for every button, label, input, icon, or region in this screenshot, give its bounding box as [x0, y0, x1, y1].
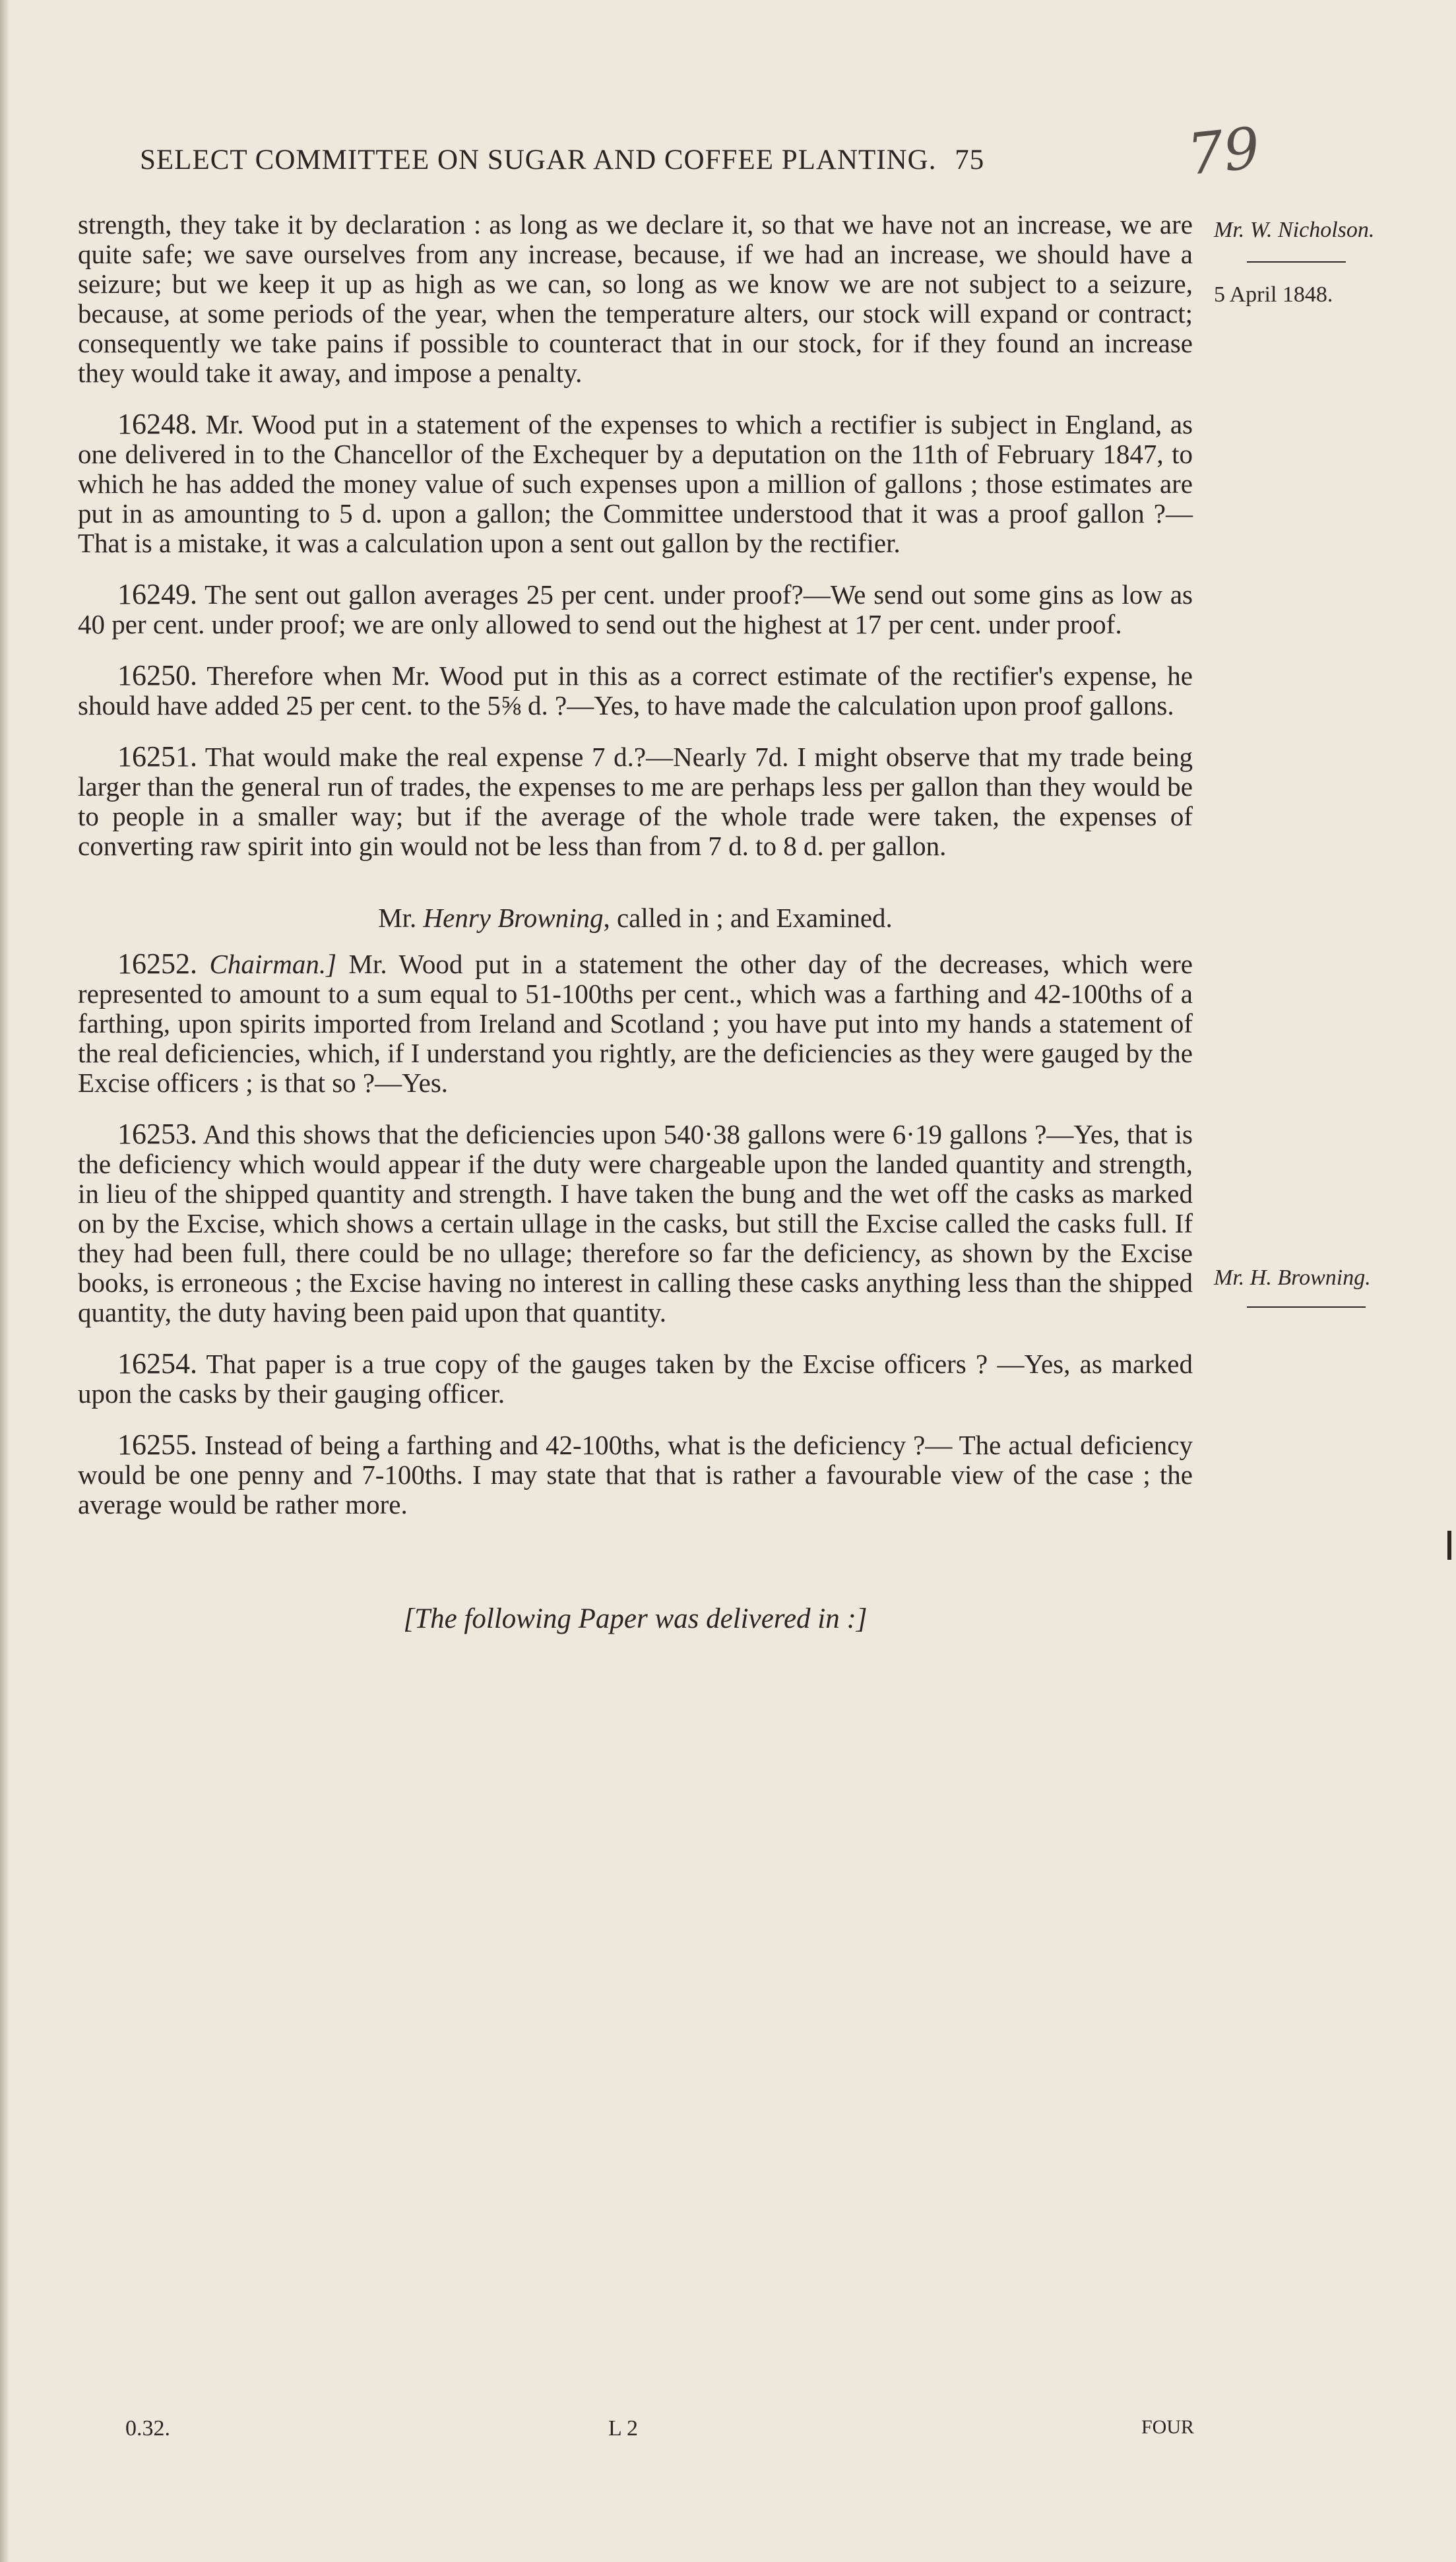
witness-heading-prefix: Mr. [378, 903, 424, 933]
question-16254 [78, 1349, 1193, 1409]
margin-rule-2 [1247, 1306, 1366, 1308]
question-number: 16255. [117, 1428, 197, 1461]
question-text: Mr. Wood put in a statement of the expenses to which a rectifier is subject in England, as one delivered in to the Chancellor of the Exchequer by a deputation on the 11th of February 1847, to which he has added the money value of such expenses upon a million of gallons ; those estimates are put in as amounting to 5 d. upon a gallon; the Committee understood that it was a proof gallon ?—That is a mistake, it was a calculation upon a sent out gallon by the rectifier. [78, 409, 1193, 558]
page-binding-shadow [0, 0, 9, 2562]
question-text: The sent out gallon averages 25 per cent. under proof?—We send out some gins as low as 40 per cent. under proof; we are only allowed to send out the highest at 17 per cent. under proof. [78, 579, 1193, 639]
margin-witness-browning: Mr. H. Browning. [1214, 1265, 1371, 1290]
margin-rule-1 [1247, 261, 1346, 263]
footer-sheet-mark: L 2 [608, 2416, 639, 2441]
paper-delivered-note: [The following Paper was delivered in :] [403, 1603, 868, 1634]
question-text: Therefore when Mr. Wood put in this as a correct estimate of the rectifier's expense, he should have added 25 per cent. to the 5⅝ d. ?—Yes, to have made the calculation upon proof gallons. [78, 660, 1193, 721]
footer-catchword: FOUR [1141, 2416, 1195, 2438]
running-header [140, 144, 1182, 176]
question-16252 [78, 949, 1193, 1098]
chairman-label: Chairman.] [209, 949, 337, 979]
stray-ink-mark [1447, 1531, 1451, 1560]
question-number: 16248. [117, 408, 197, 440]
page-number: 75 [955, 144, 985, 176]
question-16255 [78, 1430, 1193, 1520]
question-number: 16252. [117, 947, 197, 980]
question-number: 16254. [117, 1347, 197, 1380]
margin-date: 5 April 1848. [1214, 282, 1333, 307]
question-number: 16251. [117, 740, 197, 773]
evidence-text [78, 210, 1193, 1655]
witness-heading [78, 903, 1193, 933]
question-16251 [78, 742, 1193, 861]
handwritten-folio-number: 79 [1184, 115, 1263, 189]
question-text: Mr. Wood put in a statement the other day of the decreases, which were represented to amount to a sum equal to 51-100ths per cent., which was a farthing and 42-100ths of a farthing, upon spirits imported from Ireland and Scotland ; you have put into my hands a statement of the real deficiencies, which, if I understand you rightly, are the deficiencies as they were gauged by the Excise officers ; is that so ?—Yes. [78, 949, 1193, 1098]
witness-heading-name: Henry Browning [423, 903, 604, 933]
question-16249 [78, 579, 1193, 639]
header-title: SELECT COMMITTEE ON SUGAR AND COFFEE PLANTING. [140, 144, 937, 176]
footer-signature-mark: 0.32. [125, 2416, 170, 2441]
question-text: That would make the real expense 7 d.?—Nearly 7d. I might observe that my trade being larger than the general run of trades, the expenses to me are perhaps less per gallon than they would be to people in a smaller way; but if the average of the whole trade were taken, the expenses of converting raw spirit into gin would not be less than from 7 d. to 8 d. per gallon. [78, 742, 1193, 861]
margin-witness-nicholson: Mr. W. Nicholson. [1214, 218, 1375, 242]
question-number: 16249. [117, 578, 197, 610]
question-16250 [78, 660, 1193, 721]
question-number: 16253. [117, 1118, 197, 1150]
question-text: And this shows that the deficiencies upon 540·38 gallons were 6·19 gallons ?—Yes, that is the deficiency which would appear if the duty were chargeable upon the landed quantity and strength, in lieu of the shipped quantity and strength. I have taken the bung and the wet off the casks as marked on by the Excise, which shows a certain ullage in the casks, but still the Excise called the casks full. If they had been full, there could be no ullage; therefore so far the deficiency, as shown by the Excise books, is erroneous ; the Excise having no interest in calling these casks anything less than the shipped quantity, the duty having been paid upon that quantity. [78, 1119, 1193, 1328]
question-16253 [78, 1119, 1193, 1328]
question-16248 [78, 409, 1193, 558]
question-text: That paper is a true copy of the gauges taken by the Excise officers ? —Yes, as marked upon the casks by their gauging officer. [78, 1349, 1193, 1409]
question-text: Instead of being a farthing and 42-100ths, what is the deficiency ?— The actual deficiency would be one penny and 7-100ths. I may state that that is rather a favourable view of the case ; the average would be rather more. [78, 1430, 1193, 1520]
question-number: 16250. [117, 659, 197, 691]
paragraph-continuation: strength, they take it by declaration : as long as we declare it, so that we have not an increase, we are quite safe; we save ourselves from any increase, because, if we had an increase, we should have a seizure; but we keep it up as high as we can, so long as we know we are not subject to a seizure, because, at some periods of the year, when the temperature alters, our stock will expand or contract; consequently we take pains if possible to counteract that in our stock, for if they found an increase they would take it away, and impose a penalty. [78, 209, 1193, 388]
witness-heading-suffix: , called in ; and Examined. [603, 903, 893, 933]
